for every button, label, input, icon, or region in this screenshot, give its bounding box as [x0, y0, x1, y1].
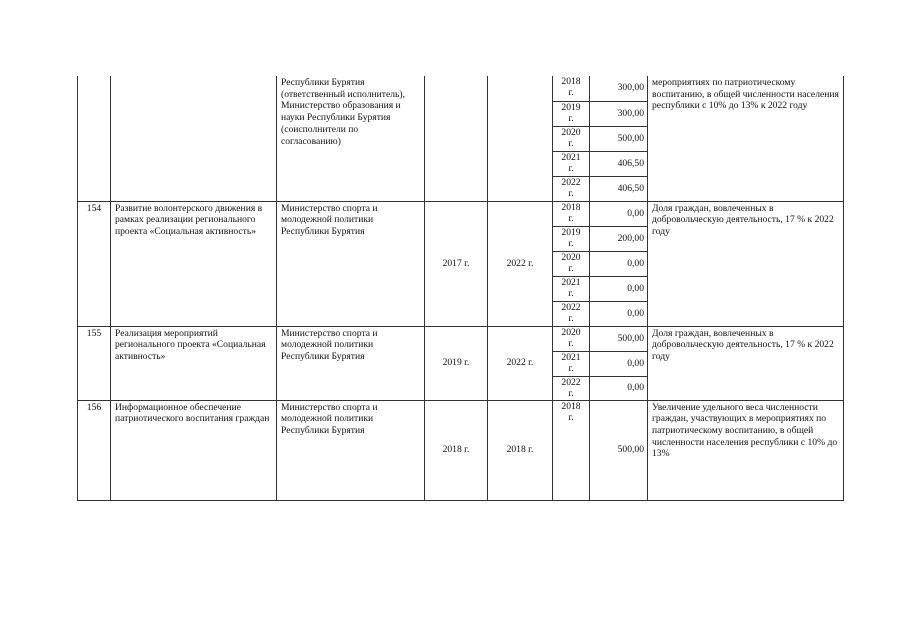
funding-year-cell	[553, 101, 590, 126]
funding-year-number: 2020	[561, 251, 581, 263]
funding-year-suffix: г.	[568, 237, 574, 249]
funding-amount-cell: 300,00	[590, 101, 648, 126]
funding-year-suffix: г.	[568, 312, 574, 324]
funding-amount-cell: 500,00	[590, 326, 648, 351]
executor-cell: Министерство спорта и молодежной политики Республики Бурятия	[277, 326, 425, 400]
funding-year-cell	[553, 176, 590, 201]
funding-year-suffix: г.	[568, 212, 574, 224]
funding-amount-cell: 0,00	[590, 376, 648, 400]
funding-amount-cell: 500,00	[590, 126, 648, 151]
funding-year-number: 2019	[561, 101, 581, 113]
funding-amount-cell: 0,00	[590, 201, 648, 226]
funding-year-number: 2020	[561, 126, 581, 138]
funding-year-suffix: г.	[568, 411, 574, 423]
funding-amount-cell: 200,00	[590, 226, 648, 251]
table-row	[78, 400, 844, 500]
activity-name-cell: Развитие волонтерского движения в рамках реализации регионального проекта «Социальная активность»	[111, 201, 277, 326]
table-row	[78, 201, 844, 226]
funding-year-number: 2022	[561, 301, 581, 313]
funding-year-cell	[553, 76, 590, 101]
funding-year-cell	[553, 276, 590, 301]
funding-amount-cell: 0,00	[590, 251, 648, 276]
funding-year-cell	[553, 376, 590, 400]
start-year-cell: 2017 г.	[425, 201, 488, 326]
end-year-cell: 2022 г.	[488, 326, 553, 400]
end-year-cell: 2022 г.	[488, 201, 553, 326]
funding-amount-cell: 406,50	[590, 176, 648, 201]
indicator-cell: Доля граждан, вовлеченных в добровольческую деятельность, 17 % к 2022 году	[648, 201, 844, 326]
funding-year-number: 2018	[561, 201, 581, 213]
executor-cell: Республики Бурятия (ответственный исполнитель), Министерство образования и науки Республики Бурятия (соисполнители по согласованию)	[277, 76, 425, 201]
funding-year-cell	[553, 400, 590, 500]
table-row	[78, 76, 844, 101]
funding-year-suffix: г.	[568, 362, 574, 374]
table-body	[78, 76, 844, 500]
row-number-cell	[78, 76, 111, 201]
funding-year-number: 2022	[561, 376, 581, 388]
funding-year-cell	[553, 301, 590, 326]
funding-year-number: 2018	[561, 76, 581, 87]
start-year-cell: 2019 г.	[425, 326, 488, 400]
funding-year-number: 2018	[561, 400, 581, 412]
funding-year-cell	[553, 201, 590, 226]
indicator-cell: мероприятиях по патриотическому воспитанию, в общей численности населения республики с 10% до 13% к 2022 году	[648, 76, 844, 201]
funding-year-suffix: г.	[568, 187, 574, 199]
funding-year-suffix: г.	[568, 262, 574, 274]
indicator-cell: Доля граждан, вовлеченных в добровольческую деятельность, 17 % к 2022 году	[648, 326, 844, 400]
program-activities-table	[77, 76, 844, 501]
funding-year-number: 2021	[561, 351, 581, 363]
funding-amount-cell: 0,00	[590, 351, 648, 376]
end-year-cell: 2018 г.	[488, 400, 553, 500]
funding-year-number: 2021	[561, 276, 581, 288]
funding-year-suffix: г.	[568, 287, 574, 299]
funding-year-suffix: г.	[568, 112, 574, 124]
funding-year-suffix: г.	[568, 137, 574, 149]
funding-amount-cell: 0,00	[590, 301, 648, 326]
funding-amount-cell: 500,00	[590, 400, 648, 500]
row-number-cell: 156	[78, 400, 111, 500]
funding-year-cell	[553, 126, 590, 151]
funding-amount-cell: 406,50	[590, 151, 648, 176]
indicator-cell: Увеличение удельного веса численности граждан, участвующих в мероприятиях по патриотическому воспитанию, в общей численности населения республики с 10% до 13%	[648, 400, 844, 500]
funding-year-cell	[553, 151, 590, 176]
table-row	[78, 326, 844, 351]
funding-year-suffix: г.	[568, 87, 574, 99]
funding-year-number: 2022	[561, 176, 581, 188]
start-year-cell	[425, 76, 488, 201]
funding-year-cell	[553, 326, 590, 351]
funding-amount-cell: 300,00	[590, 76, 648, 101]
end-year-cell	[488, 76, 553, 201]
funding-year-suffix: г.	[568, 337, 574, 349]
funding-year-suffix: г.	[568, 162, 574, 174]
row-number-cell: 154	[78, 201, 111, 326]
funding-amount-cell: 0,00	[590, 276, 648, 301]
executor-cell: Министерство спорта и молодежной политики Республики Бурятия	[277, 400, 425, 500]
funding-year-number: 2020	[561, 326, 581, 338]
start-year-cell: 2018 г.	[425, 400, 488, 500]
funding-year-number: 2021	[561, 151, 581, 163]
funding-year-cell	[553, 351, 590, 376]
funding-year-cell	[553, 251, 590, 276]
funding-year-suffix: г.	[568, 387, 574, 399]
funding-year-number: 2019	[561, 226, 581, 238]
activity-name-cell: Реализация мероприятий регионального проекта «Социальная активность»	[111, 326, 277, 400]
row-number-cell: 155	[78, 326, 111, 400]
activity-name-cell	[111, 76, 277, 201]
executor-cell: Министерство спорта и молодежной политики Республики Бурятия	[277, 201, 425, 326]
activity-name-cell: Информационное обеспечение патриотического воспитания граждан	[111, 400, 277, 500]
funding-year-cell	[553, 226, 590, 251]
